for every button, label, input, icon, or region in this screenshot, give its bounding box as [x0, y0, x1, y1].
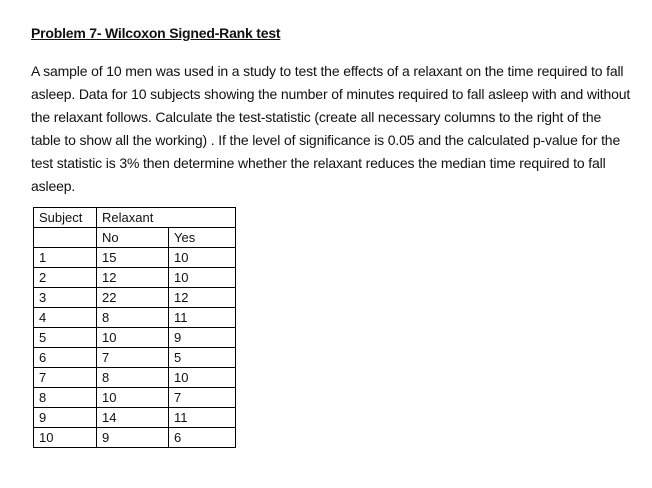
cell-no: 10: [97, 388, 169, 408]
cell-yes: 5: [169, 348, 236, 368]
cell-yes: 12: [169, 288, 236, 308]
table-row: [34, 348, 236, 368]
cell-yes: 10: [169, 368, 236, 388]
table-row: [34, 288, 236, 308]
header-relaxant: Relaxant: [97, 208, 169, 228]
header-subject: Subject: [34, 208, 97, 228]
table-row: [34, 368, 236, 388]
cell-subject: 8: [34, 388, 97, 408]
cell-yes: 11: [169, 408, 236, 428]
table-row: [34, 268, 236, 288]
cell-no: 15: [97, 248, 169, 268]
cell-subject: 6: [34, 348, 97, 368]
table-row: [34, 308, 236, 328]
cell-no: 22: [97, 288, 169, 308]
cell-yes: 10: [169, 248, 236, 268]
table-row: [34, 428, 236, 448]
cell-no: 8: [97, 368, 169, 388]
cell-yes: 6: [169, 428, 236, 448]
cell-subject: 10: [34, 428, 97, 448]
data-table: [33, 207, 236, 448]
cell-subject: 1: [34, 248, 97, 268]
cell-yes: 10: [169, 268, 236, 288]
problem-title: Problem 7- Wilcoxon Signed-Rank test: [31, 25, 281, 41]
cell-no: 8: [97, 308, 169, 328]
header-relaxant-blank: [169, 208, 236, 228]
header-no: No: [97, 228, 169, 248]
table-row: [34, 388, 236, 408]
cell-subject: 4: [34, 308, 97, 328]
table-subheader-row: [34, 228, 236, 248]
cell-subject: 7: [34, 368, 97, 388]
subheader-blank: [34, 228, 97, 248]
cell-no: 9: [97, 428, 169, 448]
cell-no: 7: [97, 348, 169, 368]
header-yes: Yes: [169, 228, 236, 248]
cell-yes: 9: [169, 328, 236, 348]
table-row: [34, 328, 236, 348]
table-row: [34, 408, 236, 428]
cell-yes: 11: [169, 308, 236, 328]
cell-yes: 7: [169, 388, 236, 408]
problem-description: A sample of 10 men was used in a study to test the effects of a relaxant on the time required to fall asleep. Data for 10 subjects showing the number of minutes required to fall asleep with and without the relaxant follows. Calculate the test-statistic (create all necessary columns to the right of the table to show all the working) . If the level of significance is 0.05 and the calculated p-value for the test statistic is 3% then determine whether the relaxant reduces the median time required to fall asleep.: [31, 63, 631, 194]
cell-no: 10: [97, 328, 169, 348]
cell-subject: 5: [34, 328, 97, 348]
cell-no: 14: [97, 408, 169, 428]
cell-subject: 2: [34, 268, 97, 288]
cell-subject: 3: [34, 288, 97, 308]
cell-no: 12: [97, 268, 169, 288]
table-row: [34, 248, 236, 268]
table-header-row: [34, 208, 236, 228]
cell-subject: 9: [34, 408, 97, 428]
